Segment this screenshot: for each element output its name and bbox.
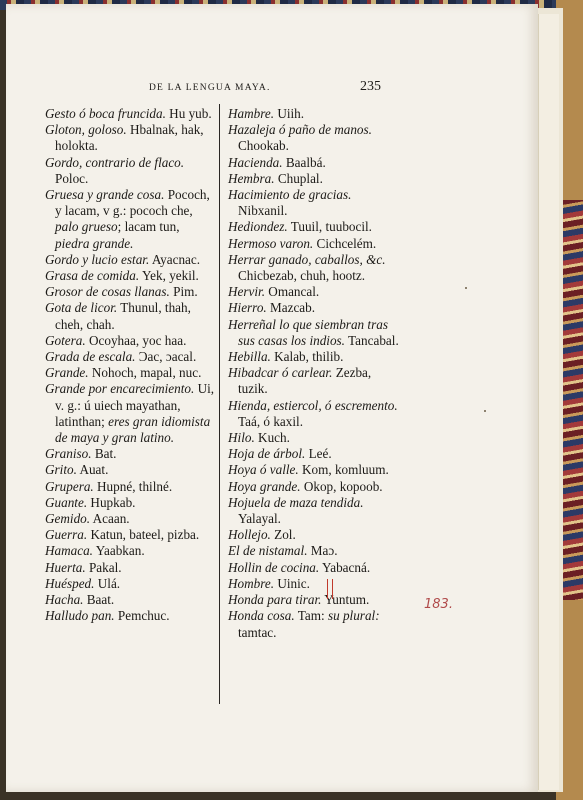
entry-term: Hierro.	[228, 300, 267, 316]
dictionary-entry	[228, 317, 400, 349]
entry-definition: Chicbezab, chuh, hootz.	[238, 268, 366, 284]
entry-term: eres gran idiomista de maya y gran latino.	[55, 413, 211, 446]
entry-definition: Zezba, tuzik.	[238, 365, 372, 397]
entry-term: Gotera.	[45, 332, 86, 348]
entry-term: Hacimiento de gracias.	[228, 187, 352, 203]
dictionary-entry	[228, 446, 400, 462]
dictionary-entry	[228, 122, 400, 154]
entry-term: Hamaca.	[45, 543, 93, 559]
entry-term: Huerta.	[45, 559, 86, 575]
entry-term: Graniso.	[45, 446, 92, 462]
dictionary-entry	[228, 560, 400, 576]
dictionary-entry	[228, 527, 400, 543]
entry-definition: Pakal.	[85, 559, 122, 575]
entry-definition: Kom, komluum.	[298, 462, 389, 478]
entry-definition: Ui, v. g.: ú uiech mayathan, latinthan;	[55, 381, 215, 429]
entry-term: Hacienda.	[228, 154, 283, 170]
entry-term: Hienda, estiercol, ó escremento.	[228, 397, 398, 413]
entry-term: Hembra.	[228, 170, 275, 186]
dictionary-entry	[45, 495, 215, 511]
dictionary-entry	[228, 479, 400, 495]
entry-term: Gruesa y grande cosa.	[45, 187, 165, 203]
entry-term: Hilo.	[228, 430, 255, 446]
entry-definition: Pim.	[169, 284, 198, 300]
dictionary-entry	[228, 349, 400, 365]
entry-term: piedra grande.	[55, 235, 134, 251]
dictionary-entry	[45, 122, 215, 154]
dictionary-entry	[45, 608, 215, 624]
dictionary-entry	[45, 560, 215, 576]
dictionary-entry	[228, 219, 400, 235]
entry-term: Hollejo.	[228, 527, 271, 543]
speck	[465, 287, 467, 289]
dictionary-entry	[45, 479, 215, 495]
dictionary-entry	[228, 398, 400, 430]
entry-definition: Ayacnac.	[149, 251, 201, 267]
dictionary-entry	[228, 576, 400, 592]
dictionary-entry	[228, 171, 400, 187]
red-pencil-mark	[327, 579, 333, 599]
right-column	[228, 106, 400, 641]
entry-term: Guante.	[45, 494, 88, 510]
entry-definition: Cichcelém.	[313, 235, 377, 251]
entry-term: Grasa de comida.	[45, 268, 140, 284]
entry-definition: Maɔ.	[307, 543, 338, 559]
entry-term: Grande.	[45, 365, 89, 381]
entry-term: Hacha.	[45, 592, 84, 608]
entry-term: Hazaleja ó paño de manos.	[228, 122, 372, 138]
dictionary-entry	[45, 300, 215, 332]
dictionary-entry	[228, 252, 400, 284]
dictionary-entry	[228, 462, 400, 478]
entry-definition: tamtac.	[238, 624, 277, 640]
entry-term: Hibadcar ó carlear.	[228, 365, 333, 381]
book-page	[6, 4, 538, 792]
dictionary-entry	[45, 543, 215, 559]
entry-definition: Zol.	[270, 527, 296, 543]
dictionary-entry	[228, 495, 400, 527]
dictionary-entry	[228, 187, 400, 219]
entry-definition: Ulá.	[94, 575, 121, 591]
entry-term: Guerra.	[45, 527, 88, 543]
entry-term: Hoya grande.	[228, 478, 301, 494]
entry-term: Hojuela de maza tendida.	[228, 494, 364, 510]
dictionary-entry	[228, 284, 400, 300]
entry-term: Hervir.	[228, 284, 265, 300]
page-number: 235	[360, 79, 381, 94]
entry-definition: Hupné, thilné.	[93, 478, 173, 494]
entry-definition: Yek, yekil.	[139, 268, 199, 284]
entry-term: Halludo pan.	[45, 608, 115, 624]
entry-definition: Chuplal.	[274, 170, 323, 186]
entry-definition: Omancal.	[265, 284, 320, 300]
dictionary-entry	[228, 543, 400, 559]
dictionary-entry	[45, 527, 215, 543]
dictionary-entry	[228, 155, 400, 171]
entry-definition: Nohoch, mapal, nuc.	[88, 365, 202, 381]
entry-term: Grupera.	[45, 478, 94, 494]
entry-term: Grada de escala.	[45, 349, 136, 365]
dictionary-entry	[45, 462, 215, 478]
entry-term: Hoja de árbol.	[228, 446, 306, 462]
underlying-pages-inner	[538, 14, 559, 790]
entry-term: Honda cosa.	[228, 608, 295, 624]
entry-term: Herrar ganado, caballos, &c.	[228, 251, 386, 267]
entry-definition: Pococh, y lacam, v g.: pococh che,	[55, 187, 210, 219]
dictionary-entry	[45, 155, 215, 187]
entry-term: Gordo y lucio estar.	[45, 251, 150, 267]
entry-definition: Hupkab.	[87, 494, 136, 510]
entry-definition: Bat.	[91, 446, 117, 462]
entry-term: Huésped.	[45, 575, 95, 591]
entry-term: Gota de licor.	[45, 300, 118, 316]
entry-definition: Hbalnak, hak, holokta.	[55, 122, 204, 154]
dictionary-entry	[45, 268, 215, 284]
dictionary-entry	[228, 236, 400, 252]
entry-definition: Hu yub.	[165, 106, 212, 121]
entry-definition: Pemchuc.	[114, 608, 170, 624]
dictionary-entry	[45, 446, 215, 462]
dictionary-entry	[45, 365, 215, 381]
entry-definition: Tam:	[294, 608, 328, 624]
entry-term: El de nistamal.	[228, 543, 308, 559]
entry-term: Grande por encarecimiento.	[45, 381, 195, 397]
entry-definition: Ɔac, ɔacal.	[135, 349, 197, 365]
entry-definition: Kalab, thilib.	[270, 349, 344, 365]
entry-term: Hoya ó valle.	[228, 462, 299, 478]
entry-term: Gemido.	[45, 511, 91, 527]
dictionary-entry	[45, 284, 215, 300]
entry-definition: Yalayal.	[238, 511, 281, 527]
entry-term: Hermoso varon.	[228, 235, 314, 251]
entry-definition: Taá, ó kaxil.	[238, 413, 303, 429]
entry-definition: Baalbá.	[282, 154, 326, 170]
entry-definition: Thunul, thah, cheh, chah.	[55, 300, 191, 332]
entry-term: Hambre.	[228, 106, 275, 121]
entry-definition: Mazcab.	[266, 300, 316, 316]
entry-definition: Auat.	[76, 462, 109, 478]
dictionary-entry	[45, 511, 215, 527]
entry-definition: Okop, kopoob.	[300, 478, 383, 494]
column-divider	[219, 104, 220, 704]
entry-definition: Yuntum.	[321, 592, 370, 608]
running-head: DE LA LENGUA MAYA.	[149, 83, 271, 93]
dictionary-entry	[228, 365, 400, 397]
entry-definition: Uinic.	[274, 575, 310, 591]
entry-definition: Kuch.	[254, 430, 290, 446]
entry-term: Grito.	[45, 462, 77, 478]
entry-term: Gloton, goloso.	[45, 122, 127, 138]
entry-definition: Baat.	[83, 592, 115, 608]
entry-term: Hediondez.	[228, 219, 288, 235]
entry-term: Hebilla.	[228, 349, 271, 365]
entry-term: Gordo, contrario de flaco.	[45, 154, 185, 170]
dictionary-entry	[228, 608, 400, 640]
dictionary-entry	[228, 592, 400, 608]
page-header	[6, 77, 538, 97]
dictionary-entry	[228, 106, 400, 122]
entry-term: Hombre.	[228, 575, 275, 591]
dictionary-entry	[45, 187, 215, 252]
dictionary-entry	[45, 106, 215, 122]
margin-note: 183.	[424, 597, 453, 612]
entry-definition: Yaabkan.	[92, 543, 145, 559]
entry-definition: Leé.	[305, 446, 332, 462]
dictionary-entry	[45, 349, 215, 365]
dictionary-entry	[228, 430, 400, 446]
dictionary-entry	[45, 252, 215, 268]
dictionary-entry	[228, 300, 400, 316]
speck	[484, 410, 486, 412]
entry-definition: Chookab.	[238, 138, 289, 154]
entry-term: Gesto ó boca fruncida.	[45, 106, 166, 121]
dictionary-entry	[45, 333, 215, 349]
entry-term: palo grueso	[55, 219, 118, 235]
entry-definition: Tancabal.	[344, 332, 399, 348]
entry-definition: Nibxanil.	[238, 203, 288, 219]
entry-definition: Poloc.	[55, 170, 89, 186]
entry-term: Grosor de cosas llanas.	[45, 284, 170, 300]
entry-term: Herreñal lo que siembran tras sus casas los indios.	[228, 316, 388, 348]
entry-definition: ; lacam tun,	[117, 219, 180, 235]
entry-definition: Acaan.	[90, 511, 130, 527]
entry-term: su plural:	[327, 608, 380, 624]
entry-definition: Katun, bateel, pizba.	[87, 527, 200, 543]
dictionary-entry	[45, 592, 215, 608]
entry-definition: Tuuil, tuubocil.	[287, 219, 372, 235]
entry-definition: Uiih.	[274, 106, 305, 121]
dictionary-entry	[45, 381, 215, 446]
entry-term: Hollin de cocina.	[228, 559, 320, 575]
entry-definition: Yabacná.	[319, 559, 371, 575]
entry-term: Honda para tirar.	[228, 592, 322, 608]
entry-definition: Ocoyhaa, yoc haa.	[85, 332, 187, 348]
left-column	[45, 106, 215, 625]
dictionary-entry	[45, 576, 215, 592]
